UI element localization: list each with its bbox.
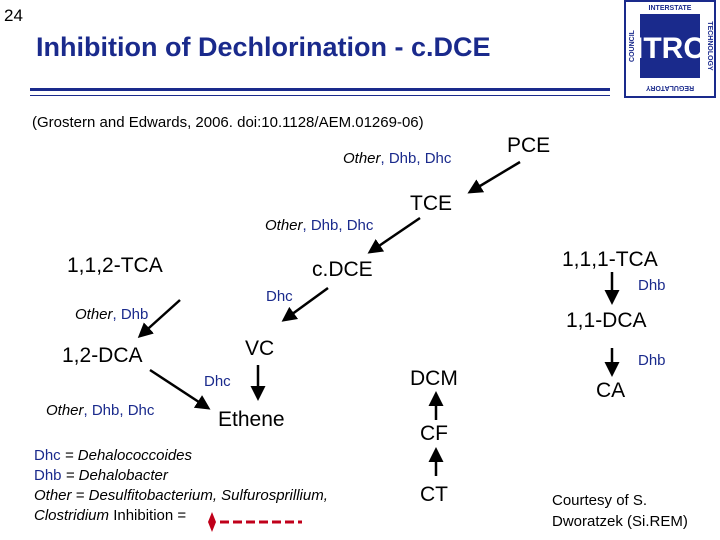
organisms-tca111-dca11 <box>638 277 666 294</box>
legend-dhc-def: = Dehalococcoides <box>60 447 193 464</box>
legend-dhb <box>34 466 414 486</box>
slide-title: Inhibition of Dechlorination - c.DCE <box>36 32 491 62</box>
legend-other-abbr: Other <box>34 487 72 504</box>
slide-number: 24 <box>4 6 23 25</box>
organisms-tca112-dca12 <box>75 306 148 323</box>
compound-tce: TCE <box>410 192 452 215</box>
legend <box>34 446 414 526</box>
compound-pce: PCE <box>507 134 551 157</box>
legend-dhb-abbr: Dhb <box>34 467 62 484</box>
compound-tca111: 1,1,1-TCA <box>562 248 658 271</box>
svg-text:INTERSTATE: INTERSTATE <box>648 5 692 12</box>
compound-dca11: 1,1-DCA <box>566 309 647 332</box>
arrow-tce-cdce <box>370 218 420 252</box>
compound-dca12: 1,2-DCA <box>62 344 143 367</box>
compound-ca: CA <box>596 379 626 402</box>
courtesy-note <box>552 490 688 532</box>
legend-other-cont <box>34 506 414 526</box>
legend-dhb-def: = Dehalobacter <box>61 467 168 484</box>
compound-vc: VC <box>245 337 275 360</box>
organisms-vc-ethene <box>204 373 231 390</box>
compound-cf: CF <box>420 422 448 445</box>
organisms-dca11-ca <box>638 352 666 369</box>
legend-dhc-abbr: Dhc <box>34 447 61 464</box>
organism-list: , Dhb, Dhc <box>380 150 452 167</box>
organism-list: , Dhb, Dhc <box>302 217 374 234</box>
organism-other: Other <box>265 217 303 234</box>
legend-other <box>34 486 414 506</box>
arrow-dca12-ethene <box>150 370 208 408</box>
organism-other: Other <box>343 150 381 167</box>
legend-inhibition-label: Inhibition = <box>113 507 187 524</box>
logo-mark: ITRC <box>635 32 705 65</box>
svg-text:COUNCIL: COUNCIL <box>629 30 636 62</box>
svg-text:REGULATORY: REGULATORY <box>645 84 695 91</box>
svg-text:TECHNOLOGY: TECHNOLOGY <box>706 21 713 71</box>
organisms-cdce-vc <box>266 288 293 305</box>
compound-ct: CT <box>420 483 448 506</box>
compound-cdce: c.DCE <box>312 258 373 281</box>
organisms-dca12-ethene <box>46 402 154 419</box>
organism-list: , Dhb <box>112 306 149 323</box>
organism-list: , Dhb, Dhc <box>83 402 155 419</box>
courtesy-line1: Courtesy of S. <box>552 492 648 509</box>
legend-dhc <box>34 446 414 466</box>
organism-list: Dhb <box>638 277 666 294</box>
organism-list: Dhc <box>204 373 231 390</box>
legend-other-def: = Desulfitobacterium, Sulfurosprillium, <box>71 487 328 504</box>
compound-tca112: 1,1,2-TCA <box>67 254 163 277</box>
legend-other-def2: Clostridium <box>34 507 110 524</box>
organism-other: Other <box>75 306 113 323</box>
courtesy-line2: Dworatzek (Si.REM) <box>552 513 688 530</box>
arrow-pce-tce <box>470 162 520 192</box>
compound-ethene: Ethene <box>218 408 285 431</box>
compound-dcm: DCM <box>410 367 458 390</box>
citation: (Grostern and Edwards, 2006. doi:10.1128/AEM.01269-06) <box>32 114 424 131</box>
organisms-tce-cdce <box>265 217 373 234</box>
organism-list: Dhb <box>638 352 666 369</box>
organism-other: Other <box>46 402 84 419</box>
organism-list: Dhc <box>266 288 293 305</box>
organisms-pce-tce <box>343 150 451 167</box>
